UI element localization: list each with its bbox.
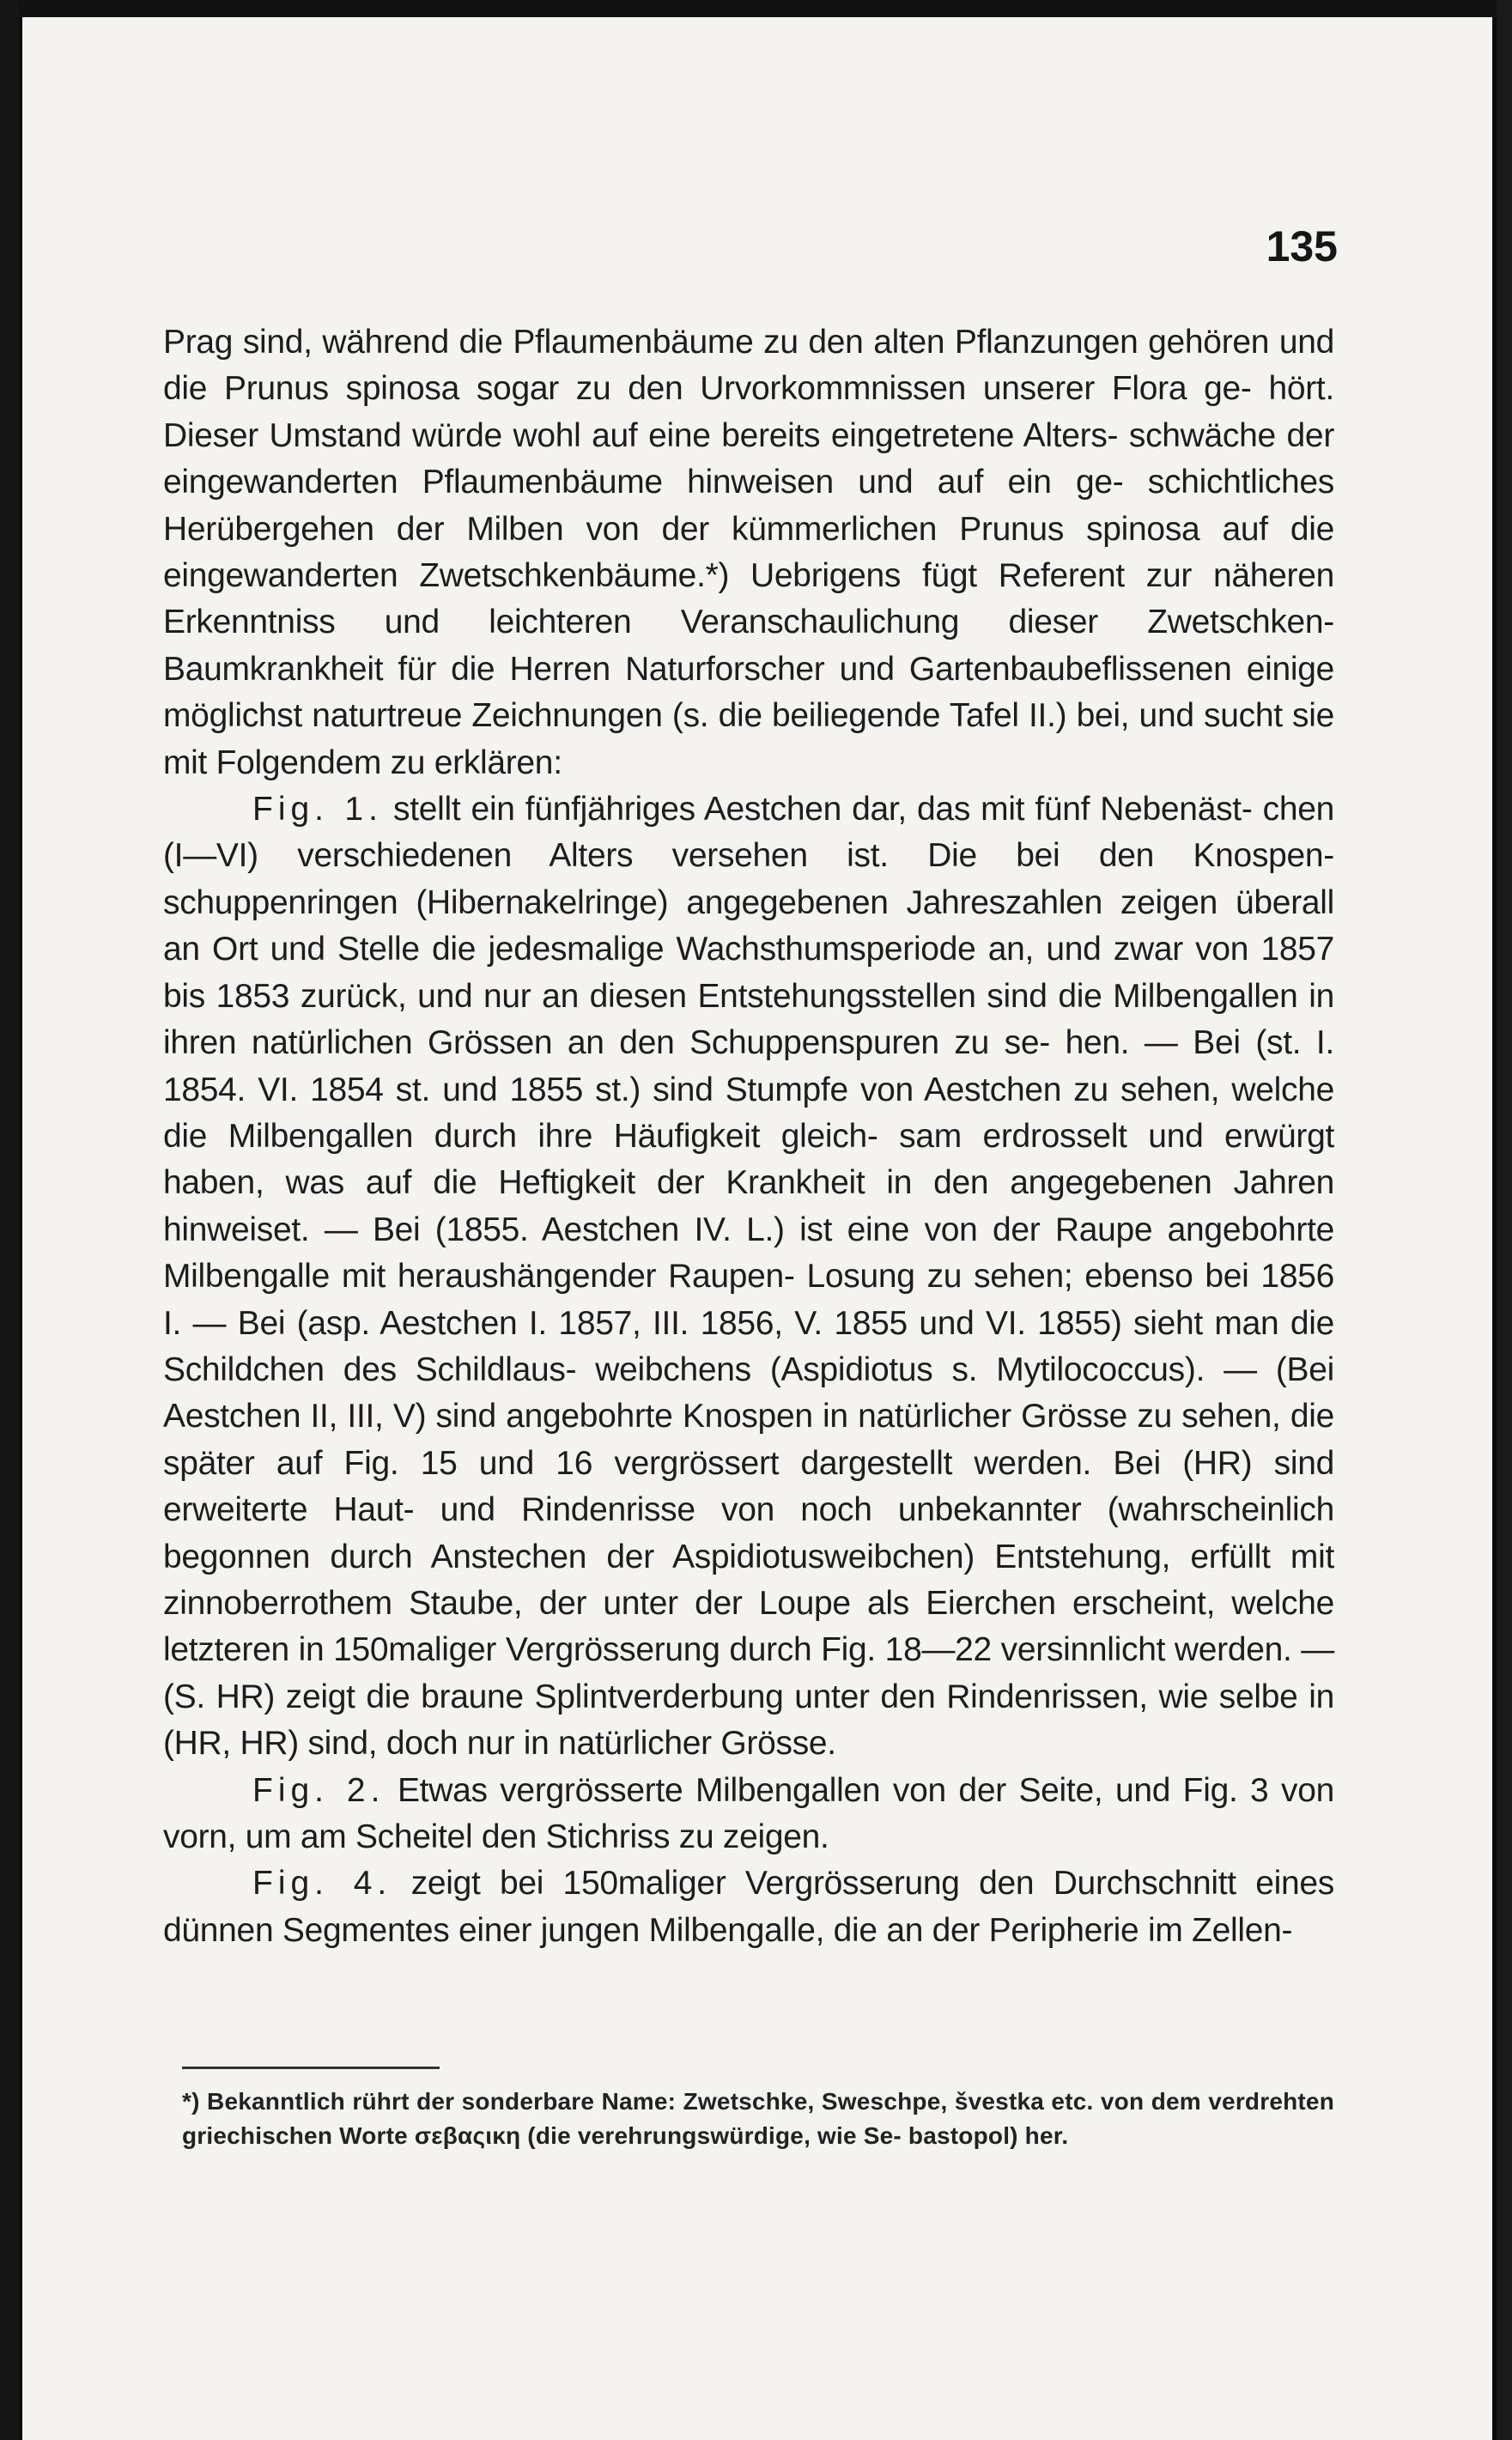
text-line: Aestchen zu sehen, welche die Milbengallen durch ihre Häufigkeit gleich- [163, 1071, 1334, 1155]
text-line: in den angegebenen Jahren hinweiset. — Bei (1855. Aestchen IV. L.) ist [163, 1164, 1334, 1248]
text-line: auf die eingewanderten Zwetschkenbäume.*) Uebrigens fügt Referent zur [163, 510, 1334, 595]
text-line: 1857 bis 1853 zurück, und nur an diesen Entstehungsstellen sind die [163, 931, 1334, 1015]
text-line: Anstechen der Aspidiotusweibchen) Entstehung, erfüllt mit zinnoberrothem [163, 1538, 1334, 1622]
scan-border-right [1497, 0, 1512, 2440]
footnote-line: dem verdrehten griechischen Worte σεβαςικη (die verehrungswürdige, wie Se- [182, 2088, 1335, 2149]
text-line: weibchens (Aspidiotus s. Mytilococcus). — (Bei Aestchen II, III, V) sind [163, 1350, 1334, 1435]
text-line: eine von der Raupe angebohrte Milbengalle mit heraushängender Raupen- [163, 1211, 1334, 1296]
text-line: von vorn, um am Scheitel den Stichriss zu zeigen. [163, 1771, 1335, 1855]
figure-label: Fig. 4. [252, 1865, 392, 1903]
text-line: und die Prunus spinosa sogar zu den Urvorkommnissen unserer Flora ge- [163, 324, 1334, 408]
text-line: Milbengallen in ihren natürlichen Grössen an den Schuppenspuren zu se- [163, 977, 1334, 1062]
text-line: und Rindenrisse von noch unbekannter (wahrscheinlich begonnen durch [163, 1491, 1334, 1575]
text-line: schuppenringen (Hibernakelringe) angegebenen Jahreszahlen zeigen überall [163, 883, 1334, 921]
text-line: 1856, V. 1855 und VI. 1855) sieht man die Schildchen des Schildlaus- [163, 1304, 1334, 1388]
footnote [182, 2085, 1334, 2153]
paragraph [163, 786, 1334, 1768]
text-line: näheren Erkenntniss und leichteren Veranschaulichung dieser Zwetschken- [163, 557, 1334, 641]
text-line: dünnen Segmentes einer jungen Milbengalle, die an der Peripherie im Zellen- [163, 1911, 1293, 1949]
footnote-divider [182, 2067, 440, 2069]
figure-label: Fig. 2. [252, 1771, 386, 1809]
text-line: HR) zeigt die braune Splintverderbung unter den Rindenrissen, wie selbe [216, 1678, 1298, 1715]
text-line: 15 und 16 vergrössert dargestellt werden. Bei (HR) sind erweiterte Haut- [163, 1444, 1334, 1529]
text-line: sam erdrosselt und erwürgt haben, was auf die Heftigkeit der Krankheit [163, 1117, 1334, 1202]
text-line: Losung zu sehen; ebenso bei 1856 I. — Bei (asp. Aestchen I. 1857, III. [163, 1258, 1334, 1342]
text-line: schichtliches Herübergehen der Milben von der kümmerlichen Prunus spinosa [163, 464, 1334, 548]
text-line: hört. Dieser Umstand würde wohl auf eine bereits eingetretene Alters- [163, 370, 1334, 454]
footnote-line: *) Bekanntlich rührt der sonderbare Name: Zwetschke, Sweschpe, švestka etc. von [182, 2088, 1145, 2115]
paragraph [163, 1768, 1334, 1861]
text-line: sucht sie mit Folgendem zu erklären: [163, 697, 1334, 781]
text-line: in (HR, HR) sind, doch nur in natürlicher Grösse. [163, 1678, 1334, 1763]
book-page [22, 17, 1492, 2440]
page-number: 135 [1266, 222, 1338, 270]
paragraph [163, 1860, 1334, 1954]
text-line: Prag sind, während die Pflaumenbäume zu den alten Pflanzungen gehören [163, 324, 1270, 361]
text-line: stellt ein fünfjähriges Aestchen dar, das mit fünf Nebenäst- [382, 791, 1253, 829]
text-line: an Ort und Stelle die jedesmalige Wachsthumsperiode an, und zwar von [163, 931, 1249, 968]
text-line: Baumkrankheit für die Herren Naturforscher und Gartenbaubeflissenen einige [163, 650, 1334, 688]
footnote-line: bastopol) her. [908, 2122, 1069, 2149]
text-line: angebohrte Knospen in natürlicher Grösse zu sehen, die später auf Fig. [163, 1398, 1334, 1482]
text-line: hen. — Bei (st. I. 1854. VI. 1854 st. und 1855 st.) sind Stumpfe von [163, 1024, 1334, 1108]
scan-border-left [0, 0, 19, 2440]
text-line: chen (I—VI) verschiedenen Alters versehen ist. Die bei den Knospen- [163, 791, 1334, 875]
paragraph [163, 319, 1334, 786]
text-line: schwäche der eingewanderten Pflaumenbäume hinweisen und auf ein ge- [163, 416, 1335, 501]
scan-border-top [0, 0, 1512, 19]
figure-label: Fig. 1. [252, 791, 383, 829]
body-text [163, 319, 1334, 1954]
text-line: zeigt bei 150maliger Vergrösserung den Durchschnitt eines [392, 1865, 1334, 1903]
text-line: Etwas vergrösserte Milbengallen von der Seite, und Fig. 3 [385, 1771, 1269, 1809]
text-line: 150maliger Vergrösserung durch Fig. 18—22 versinnlicht werden. — (S. [163, 1631, 1334, 1715]
text-line: möglichst naturtreue Zeichnungen (s. die beiliegende Tafel II.) bei, und [163, 697, 1194, 735]
text-line: Staube, der unter der Loupe als Eierchen erscheint, welche letzteren in [163, 1584, 1334, 1669]
